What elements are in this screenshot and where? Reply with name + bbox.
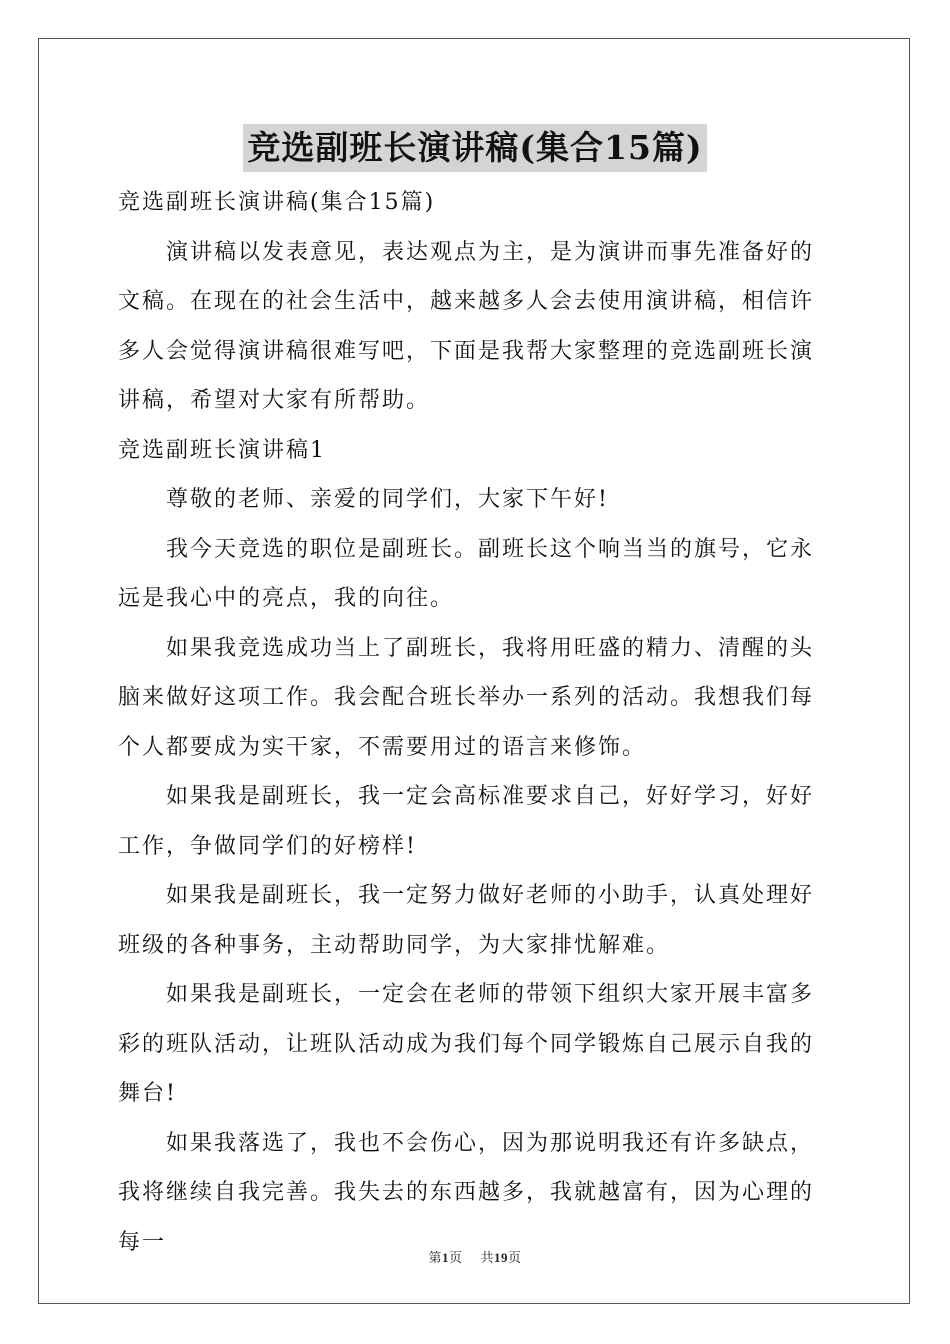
intro-paragraph: 演讲稿以发表意见，表达观点为主，是为演讲而事先准备好的文稿。在现在的社会生活中，越来越多人会去使用演讲稿，相信许多人会觉得演讲稿很难写吧，下面是我帮大家整理的竞选副班长演讲稿，希望对大家有所帮助。 (118, 239, 815, 413)
total-suffix: 页 (508, 1251, 522, 1266)
paragraph: 如果我落选了，我也不会伤心，因为那说明我还有许多缺点，我将继续自我完善。我失去的东西越多，我就越富有，因为心理的每一 (118, 1130, 815, 1255)
page-footer (0, 1247, 950, 1266)
paragraph: 如果我是副班长，一定会在老师的带领下组织大家开展丰富多彩的班队活动，让班队活动成为我们每个同学锻炼自己展示自我的舞台! (118, 982, 815, 1106)
page-suffix: 页 (448, 1251, 463, 1266)
paragraph: 如果我是副班长，我一定努力做好老师的小助手，认真处理好班级的各种事务，主动帮助同学，为大家排忧解难。 (118, 883, 815, 958)
paragraph-greeting: 尊敬的老师、亲爱的同学们，大家下午好! (166, 487, 609, 512)
section-heading: 竞选副班长演讲稿1 (118, 437, 326, 463)
paragraph: 我今天竞选的职位是副班长。副班长这个响当当的旗号，它永远是我心中的亮点，我的向往。 (118, 536, 815, 611)
title-wrap (0, 124, 950, 172)
page-total: 19 (494, 1250, 509, 1265)
page-prefix: 第 (428, 1251, 442, 1266)
page-current: 1 (441, 1250, 449, 1265)
paragraph: 如果我竞选成功当上了副班长，我将用旺盛的精力、清醒的头脑来做好这项工作。我会配合班长举办一系列的活动。我想我们每个人都要成为实干家，不需要用过的语言来修饰。 (118, 635, 815, 760)
document-title: 竞选副班长演讲稿(集合15篇) (243, 124, 706, 172)
total-prefix: 共 (480, 1251, 495, 1266)
document-body (118, 178, 834, 1267)
paragraph: 如果我是副班长，我一定会高标准要求自己，好好学习，好好工作，争做同学们的好榜样! (118, 784, 815, 859)
subtitle: 竞选副班长演讲稿(集合15篇) (118, 190, 436, 215)
